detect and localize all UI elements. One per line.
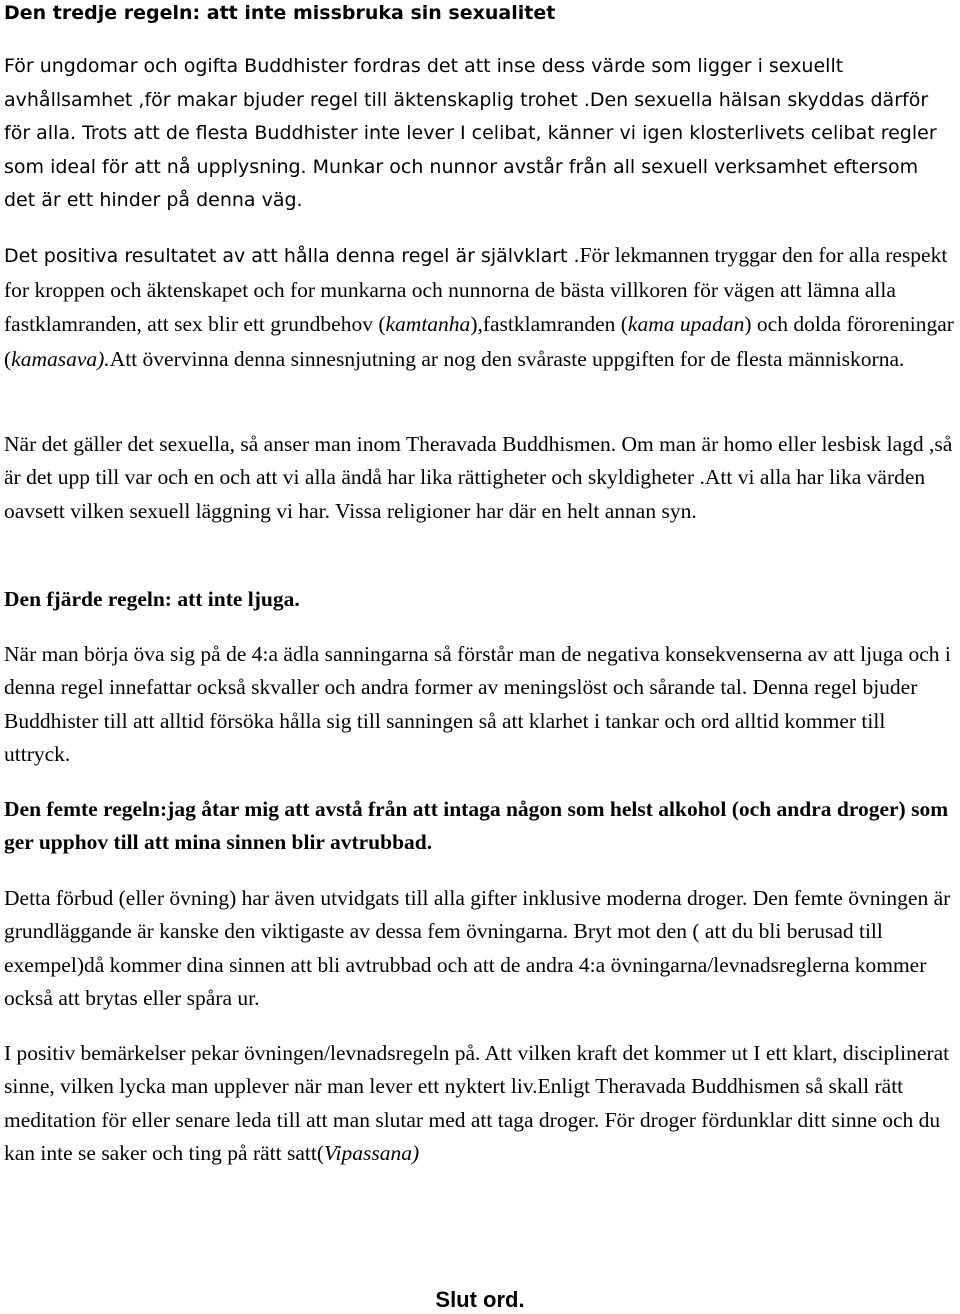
- heading-fourth-precept: Den fjärde regeln: att inte ljuga.: [4, 587, 300, 611]
- result-body-text-3: ) och dolda föroreningar (: [4, 312, 954, 371]
- term-kama-upadan: kama upadan: [627, 312, 745, 337]
- heading-fifth-precept: Den femte regeln:jag åtar mig att avstå från att intaga någon som helst alkohol (och andra droger) som ger upphov till att mina sinnen blir avtrubbad.: [4, 797, 949, 855]
- paragraph-third-precept-intro: För ungdomar och ogifta Buddhister fordras det att inse dess värde som ligger i sexuellt avhållsamhet ,för makar bjuder regel till äktenskaplig trohet .Den sexuella hälsan skyddas därför för alla. Trots att de flesta Buddhister inte lever I celibat, känner vi igen klosterlivets celibat regler som ideal för att nå upplysning. Munkar och nunnor avstår från all sexuell verksamhet eftersom det är ett hinder på denna väg.: [4, 55, 937, 212]
- result-body-text: För lekmannen tryggar den for alla respekt for kroppen och äktenskapet och for munkarna och nunnorna de bästa villkoren för vägen att lämna alla fastklamranden, att sex blir ett grundbehov (: [4, 243, 948, 337]
- result-body-text-2: ),fastklamranden (: [470, 312, 628, 337]
- heading-third-precept: Den tredje regeln: att inte missbruka sin sexualitet: [4, 2, 556, 24]
- result-lead-text: Det positiva resultatet av att hålla denna regel är självklart .: [4, 245, 580, 267]
- paragraph-fifth-precept-positive: [4, 1037, 954, 1171]
- paragraph-fifth-precept: Detta förbud (eller övning) har även utvidgats till alla gifter inklusive moderna droger. Den femte övningen är grundläggande är kanske den viktigaste av dessa fem övningarna. Bryt mot den ( att du bli berusad till exempel)då kommer dina sinnen att bli avtrubbad och att de andra 4:a övningarna/levnadsreglerna kommer också att brytas eller spåra ur.: [4, 886, 951, 1011]
- paragraph-fourth-precept: När man börja öva sig på de 4:a ädla sanningarna så förstår man de negativa konsekvenserna av att ljuga och i denna regel innefattar också skvaller och andra former av meningslöst och sårande tal. Denna regel bjuder Buddhister till att alltid försöka hålla sig till sanningen så att klarhet i tankar och ord alltid kommer till uttryck.: [4, 642, 951, 767]
- result-body-text-4: Att övervinna denna sinnesnjutning ar nog den svåraste uppgiften for de flesta människorna.: [109, 346, 905, 371]
- term-kamasava: kamasava).: [11, 346, 110, 371]
- term-kamtanha: kamtanha: [385, 312, 471, 337]
- closing-words: Slut ord.: [435, 1287, 525, 1312]
- positive-body-text: I positiv bemärkelser pekar övningen/levnadsregeln på. Att vilken kraft det kommer ut I ett klart, disciplinerat sinne, vilken lycka man upplever när man lever ett nyktert liv.Enligt Theravada Buddhismen så skall rätt meditation för eller senare leda till att man slutar med att taga droger. För droger fördunklar ditt sinne och du kan inte se saker och ting på rätt satt(: [4, 1041, 950, 1166]
- paragraph-third-precept-result: [4, 239, 954, 377]
- term-vipassana: Vipassana): [324, 1141, 420, 1166]
- paragraph-theravada-sexuality: När det gäller det sexuella, så anser man inom Theravada Buddhismen. Om man är homo eller lesbisk lagd ,så är det upp till var och en och att vi alla ändå har lika rättigheter och skyldigheter .Att vi alla har lika värden oavsett vilken sexuell läggning vi har. Vissa religioner har där en helt annan syn.: [4, 432, 953, 523]
